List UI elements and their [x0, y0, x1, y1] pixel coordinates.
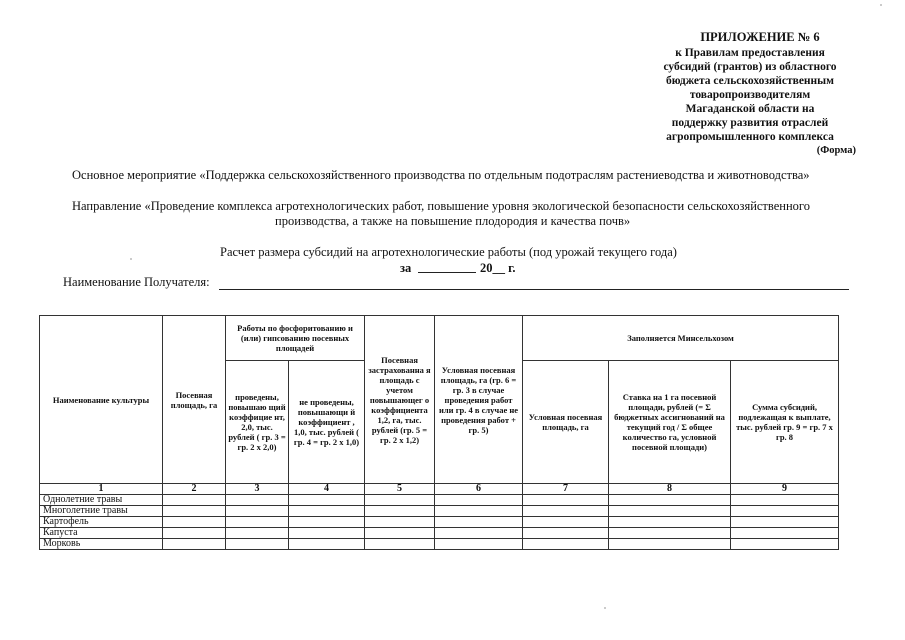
column-number: 4	[289, 484, 365, 495]
cell	[609, 539, 731, 550]
appendix-title: ПРИЛОЖЕНИЕ № 6	[700, 30, 820, 44]
cell	[289, 539, 365, 550]
calc-title: Расчет размера субсидий на агротехнологические работы (под урожай текущего года)	[220, 245, 677, 259]
appendix-line: субсидий (грантов) из областного	[663, 61, 837, 73]
scan-speck	[604, 607, 606, 609]
cell	[226, 506, 289, 517]
column-number: 5	[365, 484, 435, 495]
cell	[289, 517, 365, 528]
cell	[523, 528, 609, 539]
cell	[435, 528, 523, 539]
scan-speck	[130, 258, 132, 260]
crop-name: Картофель	[40, 517, 163, 528]
column-number: 9	[731, 484, 839, 495]
column-number: 6	[435, 484, 523, 495]
cell	[523, 539, 609, 550]
appendix-line: Магаданской области на	[685, 103, 815, 115]
cell	[435, 539, 523, 550]
cell	[365, 495, 435, 506]
direction-text-2: производства, а также на повышение плодородия и качества почв»	[275, 214, 631, 228]
cell	[365, 539, 435, 550]
cell	[523, 506, 609, 517]
cell	[163, 539, 226, 550]
crop-name: Многолетние травы	[40, 506, 163, 517]
cell	[365, 517, 435, 528]
crop-name: Морковь	[40, 539, 163, 550]
column-number: 1	[40, 484, 163, 495]
cell	[435, 506, 523, 517]
cell	[163, 517, 226, 528]
column-numbers-row	[40, 484, 839, 495]
column-number: 8	[609, 484, 731, 495]
cell	[609, 517, 731, 528]
table-row	[40, 495, 839, 506]
cell	[226, 539, 289, 550]
period-blank	[418, 272, 476, 273]
header-phosphoritization: Работы по фосфоритованию и (или) гипсованию посевных площадей	[226, 316, 365, 361]
cell	[609, 528, 731, 539]
cell	[609, 495, 731, 506]
column-number: 7	[523, 484, 609, 495]
cell	[731, 506, 839, 517]
column-number: 2	[163, 484, 226, 495]
table-row	[40, 539, 839, 550]
appendix-line: бюджета сельскохозяйственным	[666, 75, 834, 87]
appendix-header	[640, 30, 860, 158]
header-area: Посевная площадь, га	[163, 316, 226, 484]
activity-text: Основное мероприятие «Поддержка сельскохозяйственного производства по отдельным подотраслям растениеводства и животноводства»	[72, 168, 810, 182]
header-phos-not-done: не проведены, повышающи й коэффициент , 1,0, тыс. рублей ( гр. 4 = гр. 2 х 1,0)	[289, 361, 365, 484]
cell	[523, 517, 609, 528]
cell	[289, 506, 365, 517]
cell	[731, 517, 839, 528]
scan-speck	[880, 4, 882, 6]
direction-text-1: Направление «Проведение комплекса агротехнологических работ, повышение уровня экологической безопасности сельскохозяйственного	[72, 199, 810, 213]
form-label: (Форма)	[816, 145, 856, 156]
cell	[523, 495, 609, 506]
header-ministry: Заполняется Минсельхозом	[523, 316, 839, 361]
cell	[226, 495, 289, 506]
period-year: 20__ г.	[480, 261, 516, 275]
cell	[163, 528, 226, 539]
table-row	[40, 506, 839, 517]
appendix-line: товаропроизводителям	[689, 89, 811, 101]
cell	[226, 517, 289, 528]
cell	[226, 528, 289, 539]
column-number: 3	[226, 484, 289, 495]
crop-name: Однолетние травы	[40, 495, 163, 506]
header-ministry-area: Условная посевная площадь, га	[523, 361, 609, 484]
cell	[609, 506, 731, 517]
period-prefix: за	[400, 261, 412, 275]
cell	[163, 506, 226, 517]
cell	[435, 517, 523, 528]
recipient-field	[219, 289, 849, 290]
cell	[365, 528, 435, 539]
cell	[365, 506, 435, 517]
header-crop: Наименование культуры	[40, 316, 163, 484]
appendix-line: агропромышленного комплекса	[666, 131, 834, 143]
recipient-label: Наименование Получателя:	[63, 275, 210, 289]
cell	[163, 495, 226, 506]
cell	[731, 528, 839, 539]
header-rate: Ставка на 1 га посевной площади, рублей (= Σ бюджетных ассигнований на текущий год / Σ общее количество га, условной посевной площади)	[609, 361, 731, 484]
subsidy-table	[39, 315, 839, 550]
cell	[289, 528, 365, 539]
header-insured-area: Посевная застрахованна я площадь с учетом повышающег о коэффициента 1,2, га, тыс. рублей (гр. 5 = гр. 2 х 1,2)	[365, 316, 435, 484]
header-phos-done: проведены, повышаю щий коэффицие нт, 2,0, тыс. рублей ( гр. 3 = гр. 2 х 2,0)	[226, 361, 289, 484]
crop-name: Капуста	[40, 528, 163, 539]
table-row	[40, 517, 839, 528]
header-subsidy-sum: Сумма субсидий, подлежащая к выплате, тыс. рублей гр. 9 = гр. 7 х гр. 8	[731, 361, 839, 484]
appendix-line: поддержку развития отраслей	[671, 117, 829, 129]
table-row	[40, 528, 839, 539]
cell	[731, 495, 839, 506]
cell	[731, 539, 839, 550]
cell	[435, 495, 523, 506]
appendix-line: к Правилам предоставления	[675, 47, 825, 59]
cell	[289, 495, 365, 506]
header-conditional-area: Условная посевная площадь, га (гр. 6 = гр. 3 в случае проведения работ или гр. 4 в случае не проведения работ + гр. 5)	[435, 316, 523, 484]
